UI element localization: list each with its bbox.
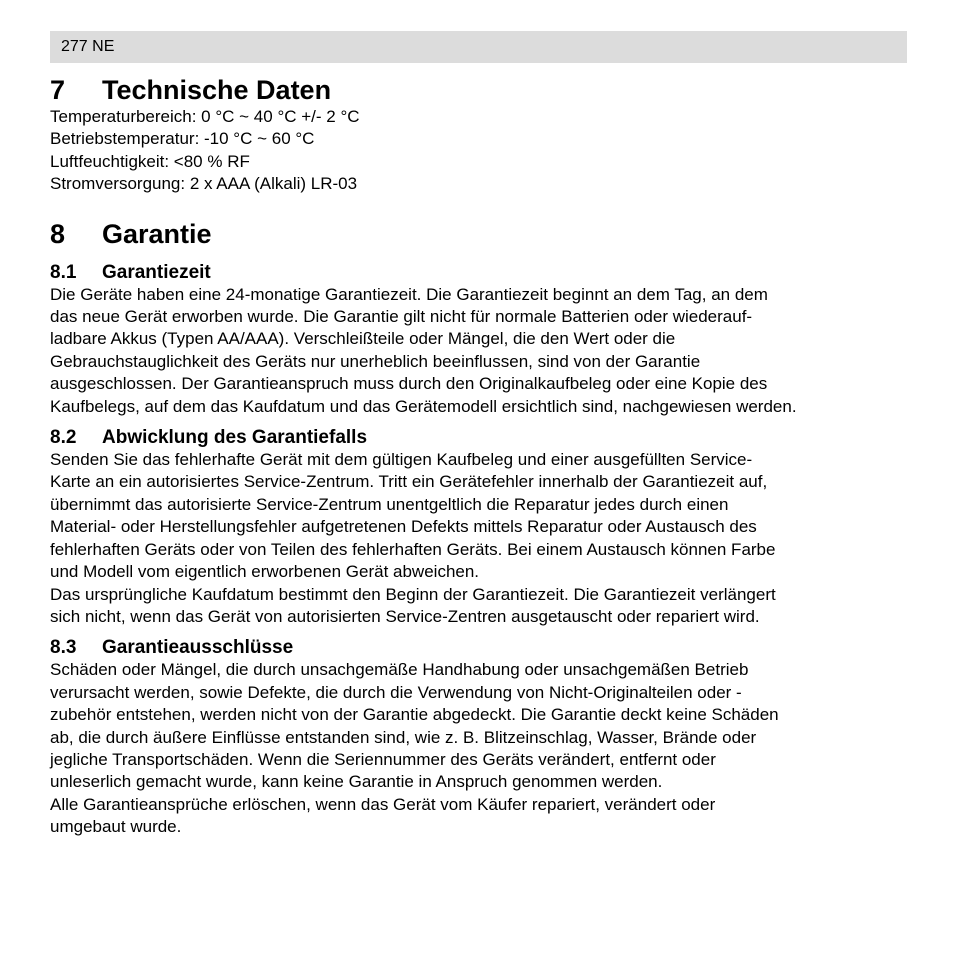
page-content (50, 74, 910, 839)
tech-line-humidity: Luftfeuchtigkeit: <80 % RF (50, 151, 250, 171)
section-7-number: 7 (50, 75, 66, 105)
tech-line-operating-temperature: Betriebstemperatur: -10 °C ~ 60 °C (50, 129, 315, 149)
text-line: Die Geräte haben eine 24-monatige Garantiezeit. Die Garantiezeit beginnt an dem Tag, an dem (50, 284, 768, 304)
text-line: Karte an ein autorisiertes Service-Zentrum. Tritt ein Gerätefehler innerhalb der Garantiezeit auf, (50, 472, 768, 492)
text-line: ab, die durch äußere Einflüsse entstanden sind, wie z. B. Blitzeinschlag, Wasser, Brände oder (50, 727, 757, 747)
tech-line-temperature-range: Temperaturbereich: 0 °C ~ 40 °C +/- 2 °C (50, 107, 360, 126)
subsection-8-3-heading (50, 637, 910, 659)
subsection-8-1-body (50, 284, 910, 418)
text-line: Kaufbelegs, auf dem das Kaufdatum und das Gerätemodell ersichtlich sind, nachgewiesen werden. (50, 396, 797, 416)
subsection-8-1-number: 8.1 (50, 261, 77, 283)
page-header-bar (50, 31, 907, 63)
text-line: ausgeschlossen. Der Garantieanspruch muss durch den Originalkaufbeleg oder eine Kopie des (50, 374, 768, 394)
tech-line-power-supply: Stromversorgung: 2 x AAA (Alkali) LR-03 (50, 174, 358, 194)
section-8-heading (50, 218, 910, 250)
text-line: jegliche Transportschäden. Wenn die Seriennummer des Geräts verändert, entfernt oder (50, 749, 716, 769)
text-line: Senden Sie das fehlerhafte Gerät mit dem gültigen Kaufbeleg und einer ausgefüllten Service- (50, 450, 753, 470)
subsection-8-1-title: Garantiezeit (102, 261, 211, 283)
text-line: zubehör entstehen, werden nicht von der Garantie abgedeckt. Die Garantie deckt keine Schäden (50, 705, 779, 725)
text-line: das neue Gerät erworben wurde. Die Garantie gilt nicht für normale Batterien oder wiederauf- (50, 307, 753, 327)
text-line: und Modell vom eigentlich erworbenen Gerät abweichen. (50, 562, 480, 582)
subsection-8-3-title: Garantieausschlüsse (102, 637, 294, 659)
text-line: verursacht werden, sowie Defekte, die durch die Verwendung von Nicht-Originalteilen oder - (50, 682, 742, 702)
text-line: sich nicht, wenn das Gerät von autorisierten Service-Zentren ausgetauscht oder repariert wird. (50, 606, 760, 626)
text-line: fehlerhaften Geräts oder von Teilen des fehlerhaften Geräts. Bei einem Austausch können Farbe (50, 539, 776, 559)
subsection-8-3-body (50, 659, 910, 838)
text-line: Alle Garantieansprüche erlöschen, wenn das Gerät vom Käufer repariert, verändert oder (50, 794, 716, 814)
subsection-8-1-heading (50, 262, 910, 284)
text-line: Schäden oder Mängel, die durch unsachgemäße Handhabung oder unsachgemäßen Betrieb (50, 660, 749, 680)
text-line: Material- oder Herstellungsfehler aufgetretenen Defekts mittels Reparatur oder Austausch des (50, 517, 757, 537)
subsection-8-2-title: Abwicklung des Garantiefalls (102, 427, 368, 449)
text-line: umgebaut wurde. (50, 817, 182, 837)
subsection-8-3-number: 8.3 (50, 637, 77, 659)
section-7-heading (50, 74, 910, 106)
subsection-8-2-number: 8.2 (50, 427, 77, 449)
section-8-number: 8 (50, 218, 66, 249)
technical-data-block (50, 106, 910, 196)
text-line: Gebrauchstauglichkeit des Geräts nur unerheblich beeinflussen, sind von der Garantie (50, 351, 701, 371)
section-8-title: Garantie (102, 218, 212, 249)
text-line: Das ursprüngliche Kaufdatum bestimmt den Beginn der Garantiezeit. Die Garantiezeit verlängert (50, 584, 776, 604)
subsection-8-2-heading (50, 427, 910, 449)
section-7-title: Technische Daten (102, 75, 332, 105)
subsection-8-2-body (50, 449, 910, 628)
model-number: 277 NE (61, 38, 115, 55)
text-line: übernimmt das autorisierte Service-Zentrum unentgeltlich die Reparatur jedes durch einen (50, 494, 729, 514)
text-line: unleserlich gemacht wurde, kann keine Garantie in Anspruch genommen werden. (50, 772, 663, 792)
text-line: ladbare Akkus (Typen AA/AAA). Verschleißteile oder Mängel, die den Wert oder die (50, 329, 676, 349)
